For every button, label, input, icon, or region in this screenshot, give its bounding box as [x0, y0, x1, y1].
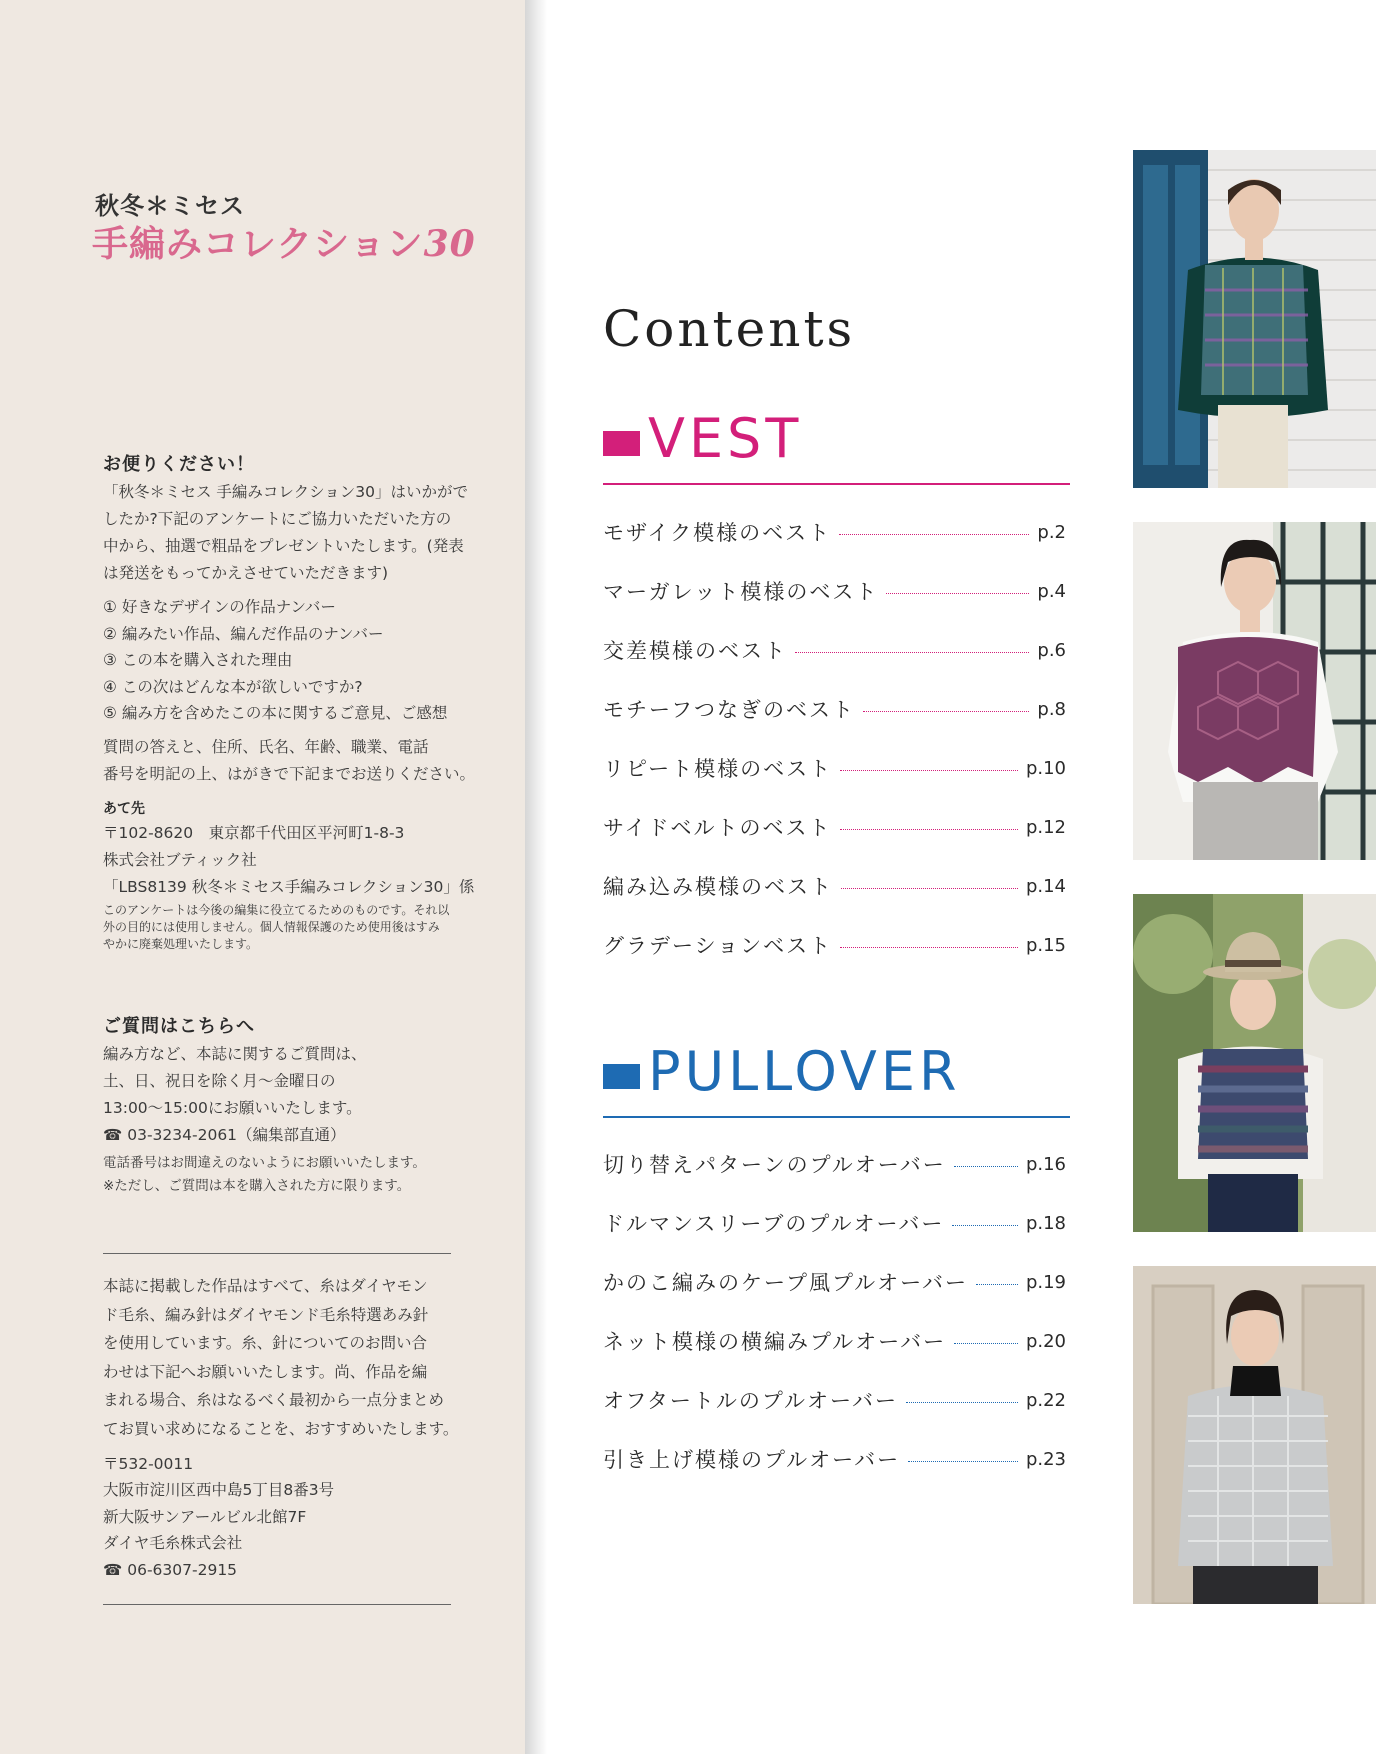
letters-heading: お便りください！ — [103, 454, 255, 475]
toc-leader — [841, 888, 1018, 889]
materials-address-line: 〒532-0011 — [103, 1455, 194, 1473]
address-label: あて先 — [103, 801, 145, 817]
toc-title: 編み込み模様のベスト — [603, 875, 833, 899]
letters-intro — [103, 479, 469, 587]
toc-leader — [952, 1225, 1018, 1226]
materials-line: 本誌に掲載した作品はすべて、糸はダイヤモン — [103, 1277, 428, 1295]
letters-address-line: 株式会社ブティック社 — [103, 851, 257, 869]
divider — [103, 1253, 451, 1254]
section-rule — [603, 1116, 1070, 1118]
survey-item: ① 好きなデザインの作品ナンバー — [103, 598, 336, 616]
toc-title: 交差模様のベスト — [603, 639, 787, 663]
toc-title: モザイク模様のベスト — [603, 521, 832, 545]
contents-title: Contents — [603, 300, 856, 358]
letters-instructions — [103, 734, 476, 788]
privacy-note-line: このアンケートは今後の編集に役立てるためのものです。それ以 — [103, 903, 450, 917]
survey-item: ④ この次はどんな本が欲しいですか? — [103, 677, 363, 696]
privacy-note-line: 外の目的には使用しません。個人情報保護のため使用後はすみ — [103, 920, 440, 934]
toc-leader — [906, 1402, 1018, 1403]
section-marker — [603, 431, 640, 456]
toc-item[interactable] — [603, 693, 1066, 725]
toc-title: 引き上げ模様のプルオーバー — [603, 1448, 901, 1472]
materials-line: を使用しています。糸、針についてのお問い合 — [103, 1334, 427, 1353]
toc-page: p.23 — [1025, 1448, 1066, 1470]
toc-page: p.2 — [1037, 521, 1066, 543]
book-title — [92, 216, 476, 267]
toc-item[interactable] — [603, 516, 1066, 548]
toc-leader — [840, 770, 1018, 771]
questions-note-line: ※ただし、ご質問は本を購入された方に限ります。 — [103, 1178, 411, 1194]
toc-item[interactable] — [603, 1148, 1066, 1180]
toc-item[interactable] — [603, 634, 1066, 666]
model-photo-mosaic-vest — [1133, 150, 1376, 488]
toc-page: p.12 — [1025, 816, 1066, 838]
materials-text — [103, 1272, 463, 1444]
privacy-note — [103, 902, 463, 953]
toc-title: オフタートルのプルオーバー — [603, 1389, 899, 1413]
toc-page: p.22 — [1025, 1389, 1066, 1411]
toc-title: かのこ編みのケープ風プルオーバー — [603, 1271, 969, 1295]
survey-list — [103, 594, 463, 727]
toc-item[interactable] — [603, 1443, 1066, 1475]
survey-item: ⑤ 編み方を含めたこの本に関するご意見、ご感想 — [103, 704, 448, 723]
letters-address — [103, 820, 475, 901]
privacy-note-line: やかに廃棄処理いたします。 — [103, 937, 259, 951]
materials-address-line: 大阪市淀川区西中島5丁目8番3号 — [103, 1481, 335, 1500]
questions-heading: ご質問はこちらへ — [103, 1016, 255, 1037]
letters-intro-line: 「秋冬＊ミセス 手編みコレクション30」はいかがで — [103, 483, 469, 501]
questions-line: 編み方など、本誌に関するご質問は、 — [103, 1045, 367, 1063]
toc-page: p.16 — [1025, 1153, 1066, 1175]
toc-leader — [908, 1461, 1018, 1462]
questions-note-line: 電話番号はお間違えのないようにお願いいたします。 — [103, 1155, 426, 1171]
letters-intro-line: 中から、抽選で粗品をプレゼントいたします。(発表 — [103, 537, 464, 555]
toc-title: リピート模様のベスト — [603, 757, 833, 781]
letters-intro-line: したか?下記のアンケートにご協力いただいた方の — [103, 510, 452, 528]
questions-line: ☎ 03-3234-2061（編集部直通） — [103, 1126, 346, 1144]
toc-page: p.4 — [1037, 580, 1066, 602]
materials-address-line: 新大阪サンアールビル北館7F — [103, 1507, 307, 1526]
toc-leader — [976, 1284, 1018, 1285]
section-pullover-header — [603, 1040, 1070, 1110]
model-photo-motif-vest — [1133, 522, 1376, 860]
toc-title: サイドベルトのベスト — [603, 816, 832, 840]
toc-item[interactable] — [603, 1266, 1066, 1298]
toc-title: モチーフつなぎのベスト — [603, 698, 855, 722]
toc-leader — [954, 1166, 1018, 1167]
model-photo-gradation-vest — [1133, 894, 1376, 1232]
questions-line: 13:00～15:00にお願いいたします。 — [103, 1099, 362, 1117]
toc-page: p.6 — [1037, 639, 1066, 661]
materials-line: てお買い求めになることを、おすすめいたします。 — [103, 1419, 459, 1438]
book-title-number: 30 — [423, 223, 476, 265]
toc-leader — [863, 711, 1029, 712]
materials-line: まれる場合、糸はなるべく最初から一点分まとめ — [103, 1391, 445, 1410]
toc-leader — [954, 1343, 1018, 1344]
survey-item: ② 編みたい作品、編んだ作品のナンバー — [103, 624, 384, 643]
sidebar-shadow — [525, 0, 547, 1754]
questions-text — [103, 1041, 463, 1149]
materials-address-line: ☎ 06-6307-2915 — [103, 1560, 238, 1579]
divider — [103, 1604, 451, 1605]
materials-address — [103, 1451, 463, 1583]
letters-instruction-line: 質問の答えと、住所、氏名、年齢、職業、電話 — [103, 738, 429, 756]
survey-item: ③ この本を購入された理由 — [103, 651, 293, 670]
toc-page: p.20 — [1025, 1330, 1066, 1352]
toc-title: 切り替えパターンのプルオーバー — [603, 1153, 946, 1177]
toc-leader — [840, 947, 1018, 948]
letters-instruction-line: 番号を明記の上、はがきで下記までお送りください。 — [103, 765, 476, 783]
toc-item[interactable] — [603, 929, 1066, 961]
toc-item[interactable] — [603, 1207, 1066, 1239]
toc-page: p.19 — [1025, 1271, 1066, 1293]
toc-item[interactable] — [603, 575, 1066, 607]
toc-leader — [839, 534, 1029, 535]
toc-item[interactable] — [603, 752, 1066, 784]
letters-address-line: 〒102-8620 東京都千代田区平河町1-8-3 — [103, 824, 405, 842]
model-photo-pullover — [1133, 1266, 1376, 1604]
book-title-main: 手編みコレクション — [92, 223, 424, 265]
materials-address-line: ダイヤ毛糸株式会社 — [103, 1534, 243, 1553]
section-label: PULLOVER — [648, 1040, 961, 1103]
toc-title: ドルマンスリーブのプルオーバー — [603, 1212, 945, 1236]
toc-title: マーガレット模様のベスト — [603, 580, 879, 604]
section-vest-header — [603, 407, 1070, 477]
toc-item[interactable] — [603, 870, 1066, 902]
section-marker — [603, 1064, 640, 1089]
toc-item[interactable] — [603, 811, 1066, 843]
materials-line: ド毛糸、編み針はダイヤモンド毛糸特選あみ針 — [103, 1305, 429, 1324]
toc-leader — [886, 593, 1029, 594]
toc-leader — [795, 652, 1029, 653]
materials-line: わせは下記へお願いいたします。尚、作品を編 — [103, 1362, 428, 1381]
toc-page: p.14 — [1025, 875, 1066, 897]
book-subtitle: 秋冬＊ミセス — [95, 191, 245, 220]
toc-page: p.8 — [1037, 698, 1066, 720]
section-rule — [603, 483, 1070, 485]
toc-page: p.18 — [1025, 1212, 1066, 1234]
toc-page: p.10 — [1025, 757, 1066, 779]
toc-title: ネット模様の横編みプルオーバー — [603, 1330, 947, 1354]
questions-line: 土、日、祝日を除く月～金曜日の — [103, 1072, 336, 1090]
section-label: VEST — [648, 407, 803, 470]
toc-title: グラデーションベスト — [603, 934, 833, 958]
letters-intro-line: は発送をもってかえさせていただきます) — [103, 564, 389, 582]
toc-leader — [840, 829, 1018, 830]
toc-page: p.15 — [1025, 934, 1066, 956]
questions-note — [103, 1152, 463, 1198]
toc-item[interactable] — [603, 1384, 1066, 1416]
toc-item[interactable] — [603, 1325, 1066, 1357]
letters-address-line: 「LBS8139 秋冬＊ミセス手編みコレクション30」係 — [103, 878, 475, 896]
